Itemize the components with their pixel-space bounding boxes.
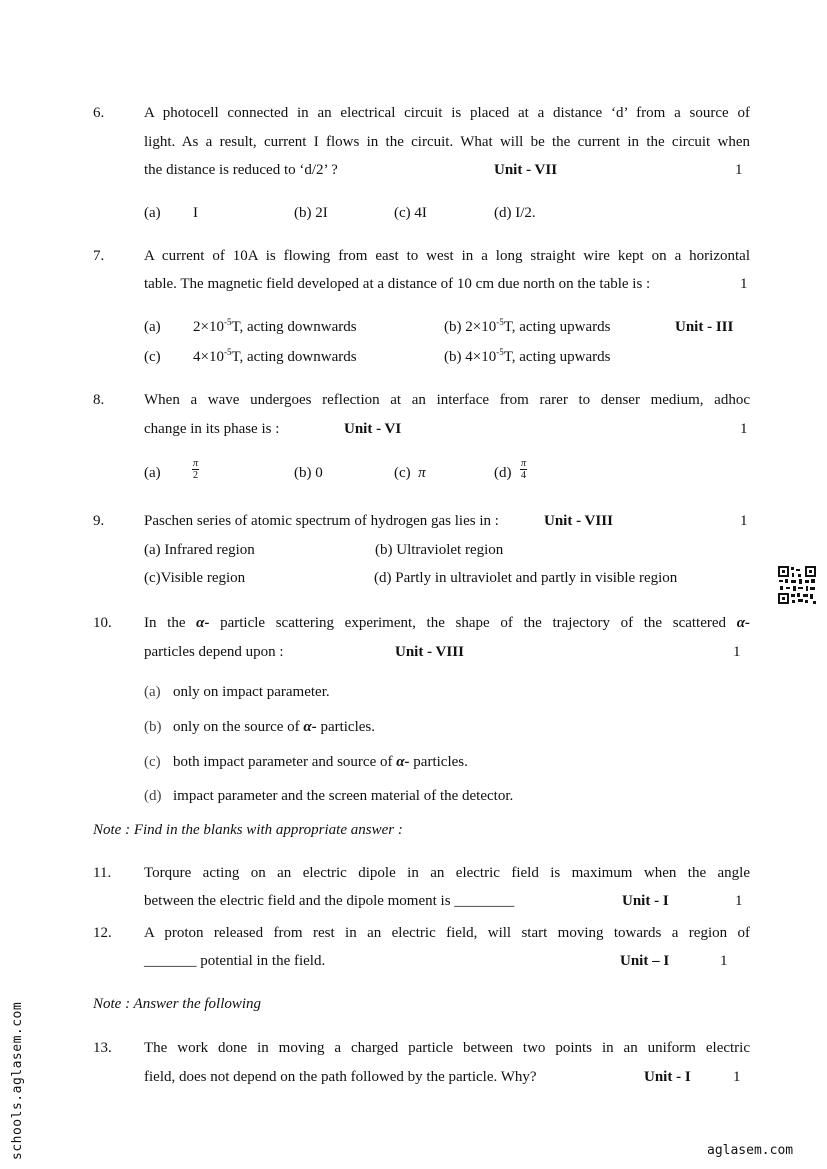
q9-unit: Unit - VIII [544, 513, 613, 529]
q11-unit: Unit - I [622, 893, 669, 909]
q7-option-b: (b) $2\times 10^{-5}T$, acting upwards [444, 317, 611, 335]
q12-marks: 1 [720, 953, 728, 969]
q12-unit: Unit – I [620, 953, 670, 969]
q9-number: 9. [93, 513, 105, 529]
q8-unit: Unit - VI [344, 421, 402, 437]
q12-line-2: _______ potential in the field. [144, 953, 326, 969]
q8-option-c: (c) π [394, 465, 426, 481]
q6-marks: 1 [735, 162, 743, 178]
q10-option-a-label: (a) [144, 684, 161, 700]
q8-number: 8. [93, 392, 105, 408]
q10-number: 10. [93, 615, 112, 631]
q11-number: 11. [93, 865, 112, 881]
q8-option-a-fraction: $\frac{\pi}{2}$ [193, 458, 199, 481]
q7-unit: Unit - III [675, 319, 734, 335]
q9-option-a: (a) Infrared region [144, 542, 255, 558]
q6-line-1: A photocell connected in an electrical circuit is placed at a distance ‘d’ from a source of [144, 105, 750, 121]
q7-line-1: A current of 10A is flowing from east to west in a long straight wire kept on a horizontal [144, 248, 750, 264]
q8-option-b: (b) 0 [294, 465, 323, 481]
q7-marks: 1 [740, 276, 748, 292]
q6-option-a: I [193, 205, 198, 221]
q6-number: 6. [93, 105, 105, 121]
q7-option-a: $2\times 10^{-5}T$, acting downwards [193, 317, 357, 335]
q13-number: 13. [93, 1040, 112, 1056]
q8-marks: 1 [740, 421, 748, 437]
q7-option-a-label: (a) [144, 319, 161, 335]
q8-option-a-label: (a) [144, 465, 161, 481]
q9-line-1: Paschen series of atomic spectrum of hydrogen gas lies in : [144, 513, 499, 529]
q10-unit: Unit - VIII [395, 644, 464, 660]
qr-code-icon [777, 565, 817, 605]
q7-number: 7. [93, 248, 105, 264]
q11-line-2: between the electric field and the dipole moment is ________ [144, 893, 515, 909]
q11-marks: 1 [735, 893, 743, 909]
q13-line-1: The work done in moving a charged particle between two points in an uniform electric [144, 1040, 750, 1056]
note-fill-blanks: Note : Find in the blanks with appropriate answer : [93, 822, 403, 838]
q8-option-d-label: (d) [494, 465, 512, 481]
q6-option-b: (b) 2I [294, 205, 328, 221]
q6-unit: Unit - VII [494, 162, 558, 178]
q6-line-2: light. As a result, current I flows in the circuit. What will be the current in the circuit when [144, 134, 750, 150]
q10-line-1: In the α- particle scattering experiment, the shape of the trajectory of the scattered α- [144, 615, 750, 631]
q10-option-d-label: (d) [144, 788, 162, 804]
q13-line-2: field, does not depend on the path followed by the particle. Why? [144, 1069, 537, 1085]
q11-line-1: Torqure acting on an electric dipole in an electric field is maximum when the angle [144, 865, 750, 881]
q12-line-1: A proton released from rest in an electric field, will start moving towards a region of [144, 925, 750, 941]
q10-line-2: particles depend upon : [144, 644, 284, 660]
q6-option-c: (c) 4I [394, 205, 427, 221]
q10-option-b: only on the source of α- particles. [173, 719, 375, 735]
q9-marks: 1 [740, 513, 748, 529]
q9-option-d: (d) Partly in ultraviolet and partly in visible region [374, 570, 678, 586]
q6-line-3: the distance is reduced to ‘d/2’ ? [144, 162, 338, 178]
q8-line-2: change in its phase is : [144, 421, 280, 437]
q12-number: 12. [93, 925, 112, 941]
q7-option-c: $4\times 10^{-5}T$, acting downwards [193, 347, 357, 365]
q10-option-b-label: (b) [144, 719, 162, 735]
q13-marks: 1 [733, 1069, 741, 1085]
q7-line-2: table. The magnetic field developed at a distance of 10 cm due north on the table is : [144, 276, 651, 292]
q10-option-c-label: (c) [144, 754, 161, 770]
q7-option-d: (b) $4\times 10^{-5}T$, acting upwards [444, 347, 611, 365]
q13-unit: Unit - I [644, 1069, 691, 1085]
q8-option-d-fraction: $\frac{\pi}{4}$ [521, 458, 527, 481]
q10-marks: 1 [733, 644, 741, 660]
q10-option-c: both impact parameter and source of α- particles. [173, 754, 468, 770]
q10-option-d: impact parameter and the screen material of the detector. [173, 788, 514, 804]
q6-option-a-label: (a) [144, 205, 161, 221]
q8-line-1: When a wave undergoes reflection at an interface from rarer to denser medium, adhoc [144, 392, 750, 408]
note-answer-following: Note : Answer the following [93, 996, 262, 1012]
q9-option-b: (b) Ultraviolet region [375, 542, 504, 558]
q10-option-a: only on impact parameter. [173, 684, 330, 700]
side-watermark: schools.aglasem.com [10, 1001, 25, 1160]
bottom-watermark: aglasem.com [707, 1143, 794, 1158]
q9-option-c: (c)Visible region [144, 570, 246, 586]
q7-option-c-label: (c) [144, 349, 161, 365]
q6-option-d: (d) I/2. [494, 205, 536, 221]
